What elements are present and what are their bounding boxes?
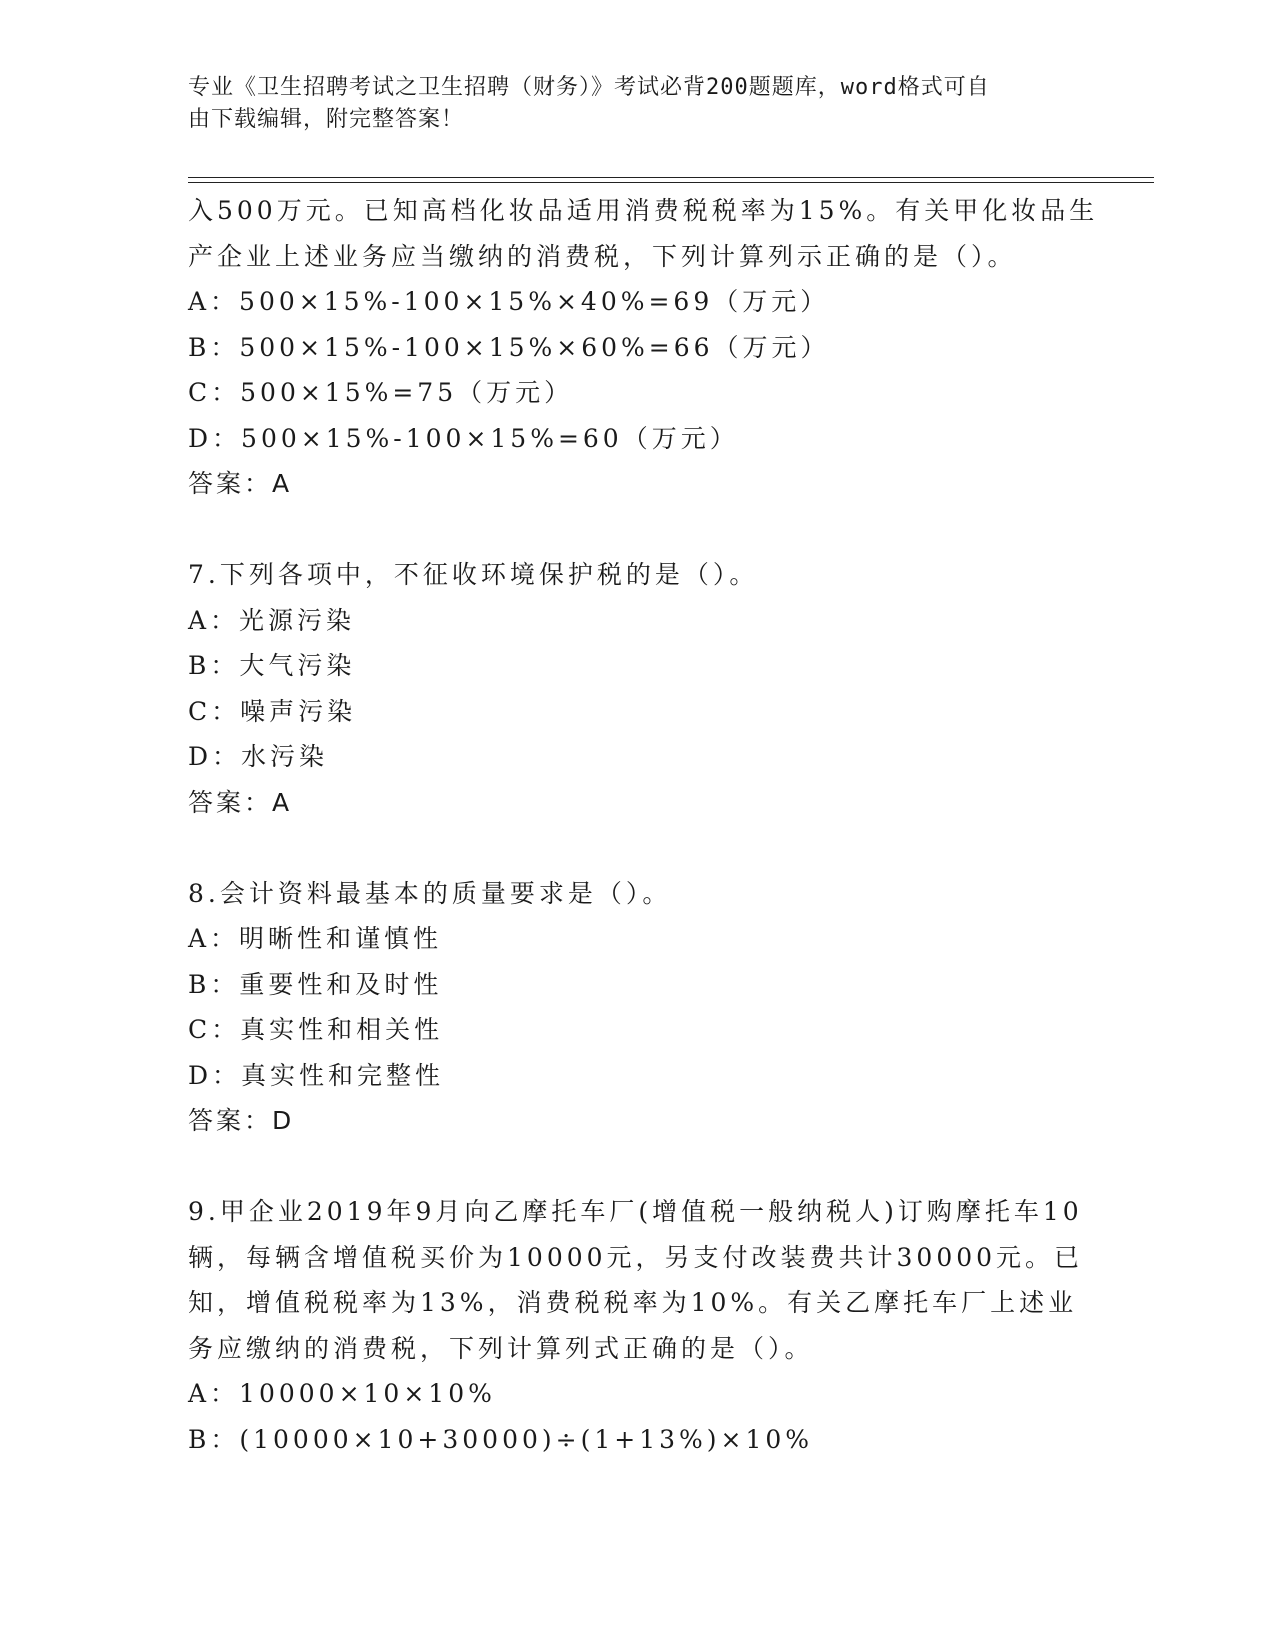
question-7-option-c: C：噪声污染 [188, 696, 357, 726]
question-8 [188, 871, 1088, 1144]
question-7-option-d: D：水污染 [188, 742, 329, 771]
question-9-stem-line-3: 知，增值税税率为13%，消费税税率为10%。有关乙摩托车厂上述业 [188, 1288, 1078, 1317]
question-9-option-b: B：(10000×10+30000)÷(1+13%)×10% [188, 1424, 814, 1454]
question-8-option-d: D：真实性和完整性 [188, 1060, 445, 1090]
question-6-option-a: A：500×15%-100×15%×40%=69（万元） [188, 287, 830, 316]
question-6-text-line-1: 入500万元。已知高档化妆品适用消费税税率为15%。有关甲化妆品生 [188, 196, 1099, 225]
question-9-stem-line-2: 辆，每辆含增值税买价为10000元，另支付改装费共计30000元。已 [188, 1242, 1084, 1272]
header-line-1: 专业《卫生招聘考试之卫生招聘（财务）》考试必背200题题库，word格式可自 [188, 75, 990, 100]
header-divider-bottom [188, 182, 1154, 183]
header-divider-top [188, 177, 1154, 178]
question-8-option-c: C：真实性和相关性 [188, 1015, 444, 1044]
question-spacer [188, 825, 1088, 871]
header-line-2: 由下载编辑，附完整答案！ [188, 107, 465, 132]
question-7-answer: 答案：A [188, 787, 293, 817]
question-6-answer: 答案：A [188, 469, 293, 498]
question-7 [188, 552, 1088, 825]
question-spacer [188, 507, 1088, 553]
question-7-option-a: A：光源污染 [188, 605, 356, 635]
question-6-option-b: B：500×15%-100×15%×60%=66（万元） [188, 332, 830, 362]
document-header [188, 72, 1068, 136]
question-8-option-a: A：明晰性和谨慎性 [188, 924, 443, 953]
question-9-stem-line-4: 务应缴纳的消费税，下列计算列式正确的是（）。 [188, 1333, 814, 1363]
question-spacer [188, 1144, 1088, 1190]
question-7-stem: 7.下列各项中，不征收环境保护税的是（）。 [188, 560, 759, 589]
question-6-option-c: C：500×15%=75（万元） [188, 378, 574, 407]
question-6 [188, 188, 1099, 507]
question-6-text-line-2: 产企业上述业务应当缴纳的消费税，下列计算列示正确的是（）。 [188, 241, 1017, 271]
question-list [188, 188, 1099, 1462]
question-9-option-a: A：10000×10×10% [188, 1379, 496, 1408]
question-7-option-b: B：大气污染 [188, 651, 356, 680]
question-8-option-b: B：重要性和及时性 [188, 969, 443, 999]
question-8-stem: 8.会计资料最基本的质量要求是（）。 [188, 878, 672, 908]
question-9 [188, 1189, 1088, 1462]
question-9-stem-line-1: 9.甲企业2019年9月向乙摩托车厂(增值税一般纳税人)订购摩托车10 [188, 1197, 1083, 1226]
question-6-option-d: D：500×15%-100×15%=60（万元） [188, 423, 739, 453]
question-8-answer: 答案：D [188, 1106, 295, 1135]
